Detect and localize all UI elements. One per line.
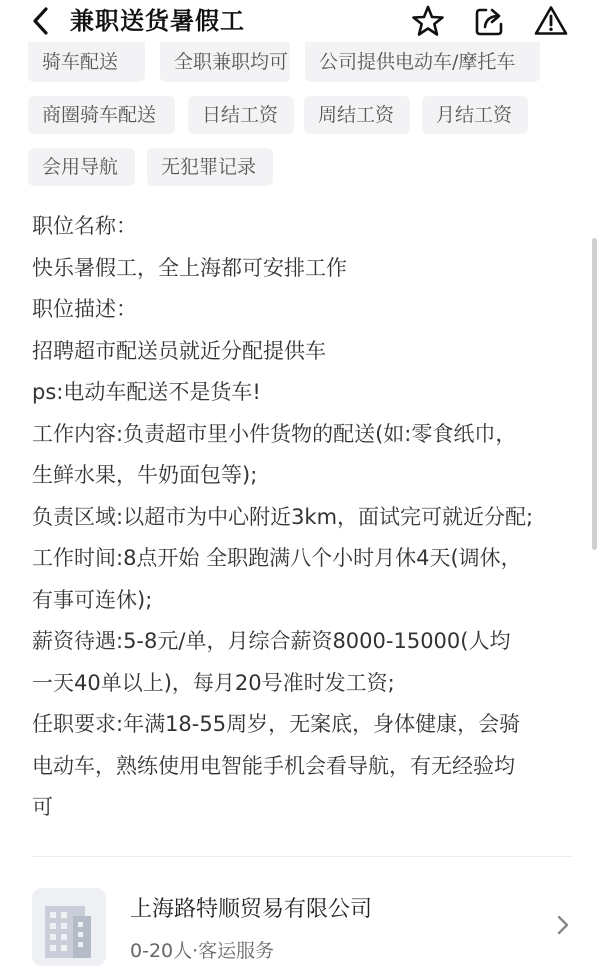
page-title: 兼职送货暑假工 [70, 7, 245, 35]
scrollbar[interactable] [592, 238, 597, 550]
description-line: 薪资待遇:5-8元/单，月综合薪资8000-15000(人均 [32, 629, 511, 653]
description-line: 生鲜水果，牛奶面包等); [32, 463, 258, 487]
company-card[interactable] [0, 870, 600, 977]
description-line: 职位名称： [32, 214, 137, 238]
description-line: 招聘超市配送员就近分配提供车 [32, 338, 326, 363]
tag-item[interactable]: 无犯罪记录 [147, 148, 273, 186]
divider [32, 856, 572, 857]
tag-item[interactable]: 会用导航 [28, 148, 135, 186]
back-button[interactable] [28, 6, 54, 36]
building-icon [32, 888, 106, 966]
description-line: 工作时间:8点开始 全职跑满八个小时月休4天(调休， [32, 546, 522, 570]
description-line: 电动车，熟练使用电智能手机会看导航，有无经验均 [32, 753, 515, 778]
back-arrow-icon [31, 6, 51, 36]
tag-item[interactable]: 日结工资 [188, 96, 294, 134]
company-name: 上海路特顺贸易有限公司 [130, 897, 373, 922]
description-line: 负责区域:以超市为中心附近3km，面试完可就近分配; [32, 504, 534, 529]
description-line: 工作内容:负责超市里小件货物的配送(如:零食纸巾， [32, 421, 517, 446]
tag-item[interactable]: 全职兼职均可 [160, 42, 290, 82]
description-line: 任职要求:年满18-55周岁，无案底，身体健康，会骑 [32, 712, 521, 736]
tag-item[interactable]: 商圈骑车配送 [28, 96, 175, 134]
description-line: ps:电动车配送不是货车! [32, 380, 261, 404]
description-line: 有事可连休); [32, 587, 153, 612]
tag-item[interactable]: 周结工资 [304, 96, 410, 134]
company-logo [32, 888, 106, 966]
tag-item[interactable]: 骑车配送 [28, 42, 145, 82]
description-line: 一天40单以上)，每月20号准时发工资; [32, 670, 395, 695]
company-info: 0-20人·客运服务 [130, 940, 275, 962]
tag-item[interactable]: 月结工资 [422, 96, 528, 134]
description-line: 可 [32, 795, 53, 819]
chevron-right-icon [552, 910, 574, 940]
star-icon [411, 4, 445, 38]
alert-icon [534, 4, 568, 38]
description-line: 快乐暑假工，全上海都可安排工作 [32, 255, 347, 280]
description-line: 职位描述： [32, 297, 137, 321]
report-button[interactable] [534, 4, 568, 38]
share-icon [472, 4, 506, 38]
job-description [32, 206, 580, 829]
share-button[interactable] [472, 4, 506, 38]
top-bar [0, 0, 600, 44]
tag-item[interactable]: 公司提供电动车/摩托车 [305, 42, 540, 82]
favorite-button[interactable] [411, 4, 445, 38]
